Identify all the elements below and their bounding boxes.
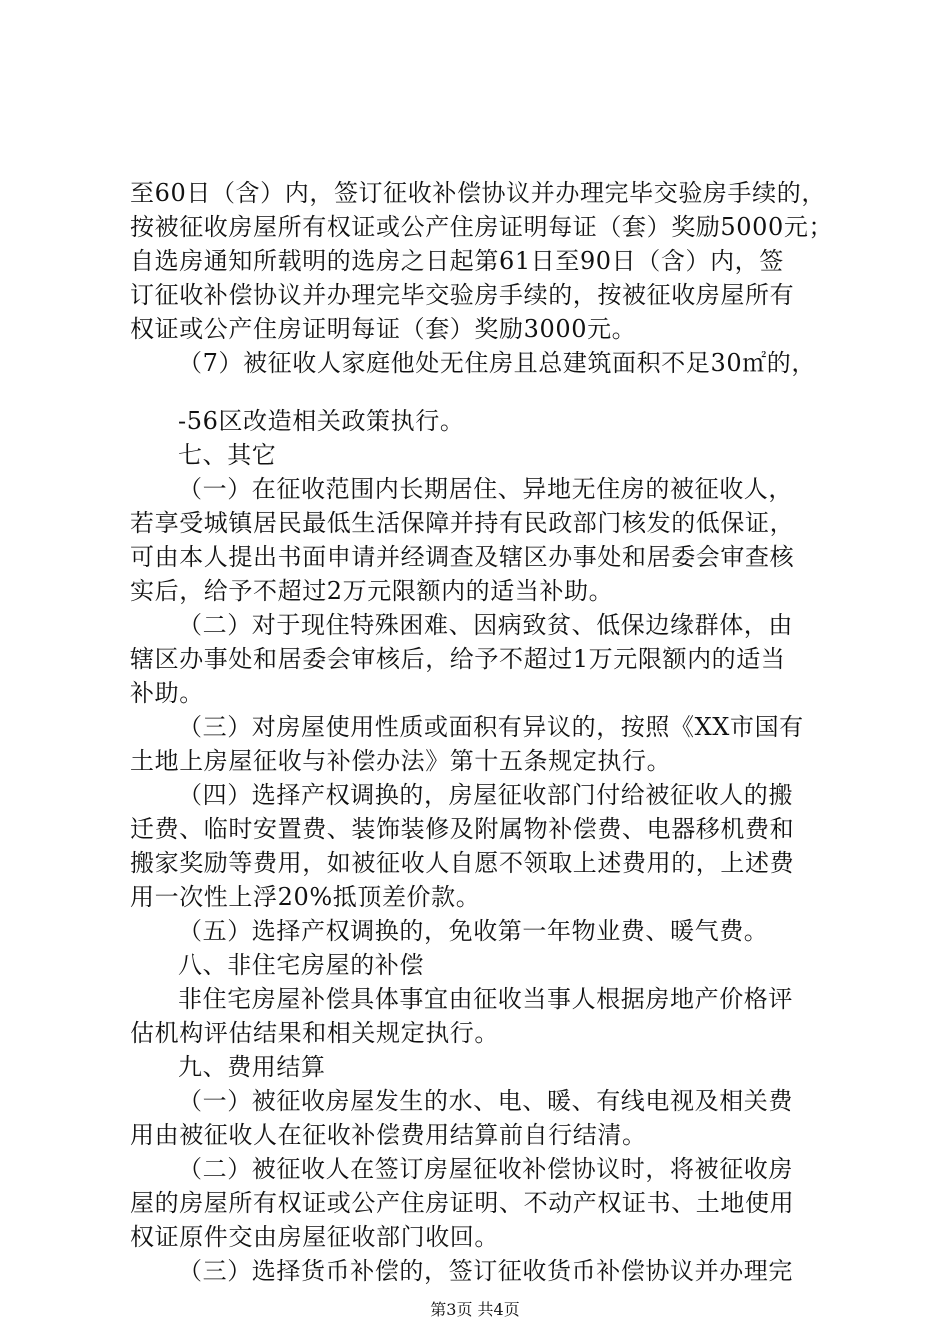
paragraph-line: 估机构评估结果和相关规定执行。 <box>130 1019 499 1047</box>
paragraph-line: 用一次性上浮20%抵顶差价款。 <box>130 883 481 911</box>
paragraph-line: （二）对于现住特殊困难、因病致贫、低保边缘群体，由 <box>178 611 793 639</box>
section-heading: 八、非住宅房屋的补偿 <box>178 951 424 979</box>
paragraph-line: 权证或公产住房证明每证（套）奖励3000元。 <box>130 315 637 343</box>
page-number-footer: 第3页 共4页 <box>430 1300 520 1319</box>
paragraph-line: （三）对房屋使用性质或面积有异议的，按照《XX市国有 <box>178 713 804 741</box>
section-heading: 七、其它 <box>178 441 277 469</box>
paragraph-line: 屋的房屋所有权证或公产住房证明、不动产权证书、土地使用 <box>130 1189 795 1217</box>
paragraph-line: （五）选择产权调换的，免收第一年物业费、暖气费。 <box>178 917 769 945</box>
paragraph-line: 补助。 <box>130 679 204 707</box>
paragraph-line: 用由被征收人在征收补偿费用结算前自行结清。 <box>130 1121 647 1149</box>
paragraph-line: 辖区办事处和居委会审核后，给予不超过1万元限额内的适当 <box>130 645 786 673</box>
paragraph-line: 非住宅房屋补偿具体事宜由征收当事人根据房地产价格评 <box>178 985 793 1013</box>
paragraph-line: （一）在征收范围内长期居住、异地无住房的被征收人， <box>178 475 793 503</box>
paragraph-line: （一）被征收房屋发生的水、电、暖、有线电视及相关费 <box>178 1087 793 1115</box>
paragraph-line: 按被征收房屋所有权证或公产住房证明每证（套）奖励5000元； <box>130 213 834 241</box>
paragraph-line: （二）被征收人在签订房屋征收补偿协议时，将被征收房 <box>178 1155 793 1183</box>
paragraph-line: 自选房通知所载明的选房之日起第61日至90日（含）内，签 <box>130 247 784 275</box>
paragraph-line: 订征收补偿协议并办理完毕交验房手续的，按被征收房屋所有 <box>130 281 795 309</box>
paragraph-line: 搬家奖励等费用，如被征收人自愿不领取上述费用的，上述费 <box>130 849 795 877</box>
paragraph-line: （7）被征收人家庭他处无住房且总建筑面积不足30㎡的， <box>178 349 817 377</box>
paragraph-line: 土地上房屋征收与补偿办法》第十五条规定执行。 <box>130 747 672 775</box>
paragraph-line: （四）选择产权调换的，房屋征收部门付给被征收人的搬 <box>178 781 793 809</box>
paragraph-line: 若享受城镇居民最低生活保障并持有民政部门核发的低保证， <box>130 509 795 537</box>
paragraph-line: 可由本人提出书面申请并经调查及辖区办事处和居委会审查核 <box>130 543 795 571</box>
paragraph-line: 迁费、临时安置费、装饰装修及附属物补偿费、电器移机费和 <box>130 815 795 843</box>
paragraph-line: 至60日（含）内，签订征收补偿协议并办理完毕交验房手续的， <box>130 179 826 207</box>
paragraph-line: 权证原件交由房屋征收部门收回。 <box>130 1223 499 1251</box>
paragraph-line: （三）选择货币补偿的，签订征收货币补偿协议并办理完 <box>178 1257 793 1285</box>
paragraph-line: 实后，给予不超过2万元限额内的适当补助。 <box>130 577 614 605</box>
section-heading: 九、费用结算 <box>178 1053 326 1081</box>
paragraph-line: -56区改造相关政策执行。 <box>178 407 465 435</box>
